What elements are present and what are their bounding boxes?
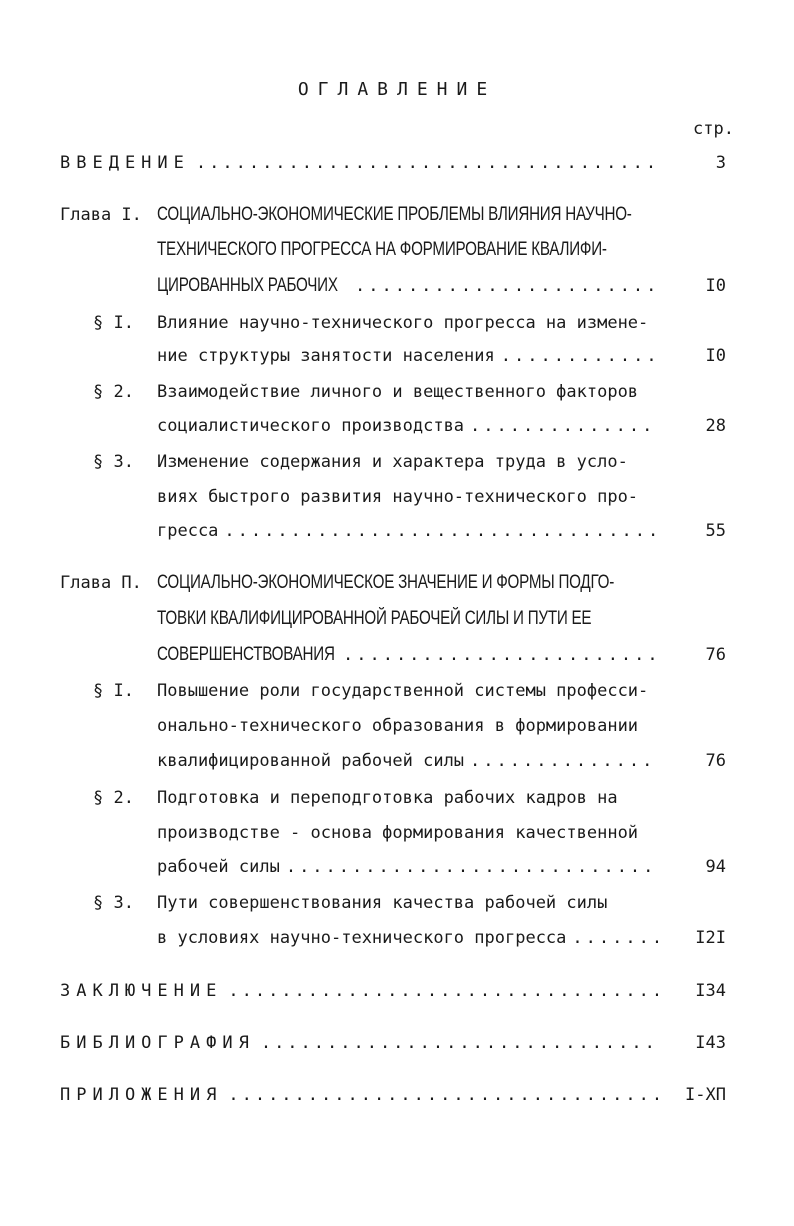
section-title-line: Пути совершенствования качества рабочей силы [157,893,608,913]
toc-entry-introduction[interactable] [60,153,658,173]
dot-leader [224,521,658,541]
page-number: I43 [695,1033,726,1053]
section-number: § 2. [93,382,134,402]
dot-leader [501,346,658,366]
entry-label: ВВЕДЕНИЕ [60,153,190,173]
section-title-line: гресса [157,521,219,541]
section-title-line: Взаимодействие личного и вещественного факторов [157,382,639,402]
section-title-line: производстве - основа формирования качественной [157,823,639,843]
section-title-line: ние структуры занятости населения [157,346,495,366]
toc-entry-bibliography[interactable] [60,1033,658,1053]
dot-leader [470,751,658,771]
page-number: 94 [705,857,726,877]
toc-entry-ch2-sec3[interactable] [157,928,658,948]
section-number: § 3. [93,893,134,913]
entry-label: ЗАКЛЮЧЕНИЕ [60,981,223,1001]
dot-leader [228,981,658,1001]
chapter-title-line: СОЦИАЛЬНО-ЭКОНОМИЧЕСКОЕ ЗНАЧЕНИЕ И ФОРМЫ ПОДГО- [157,572,615,593]
dot-leader [286,857,658,877]
dot-leader [196,153,658,173]
page-number: 28 [705,416,726,436]
section-title-line: в условиях научно-технического прогресса [157,928,567,948]
dot-leader [355,276,658,296]
chapter-title-line: ТЕХНИЧЕСКОГО ПРОГРЕССА НА ФОРМИРОВАНИЕ КВАЛИФИ- [157,239,607,260]
section-title-line: Влияние научно-технического прогресса на измене- [157,313,649,333]
toc-entry-chapter-1[interactable] [157,276,658,296]
chapter-title-line: ЦИРОВАННЫХ РАБОЧИХ [157,275,338,296]
chapter-title-line: СОЦИАЛЬНО-ЭКОНОМИЧЕСКИЕ ПРОБЛЕМЫ ВЛИЯНИЯ НАУЧНО- [157,204,632,225]
page-title: ОГЛАВЛЕНИЕ [297,79,497,100]
dot-leader [470,416,658,436]
page-number: 55 [705,521,726,541]
page-number: 76 [705,751,726,771]
entry-label: ПРИЛОЖЕНИЯ [60,1085,223,1105]
page-number: I-XП [685,1085,726,1105]
page-column-label: стр. [693,119,734,139]
page-number: 3 [715,153,726,173]
chapter-title-line: СОВЕРШЕНСТВОВАНИЯ [157,644,335,665]
toc-entry-chapter-2[interactable] [157,645,658,665]
chapter-label: Глава П. [60,573,142,593]
page-number: I0 [705,346,726,366]
toc-entry-ch2-sec1[interactable] [157,751,658,771]
section-title-line: Изменение содержания и характера труда в усло- [157,452,628,472]
toc-entry-ch1-sec1[interactable] [157,346,658,366]
chapter-label: Глава I. [60,205,142,225]
dot-leader [228,1085,658,1105]
section-title-line: социалистического производства [157,416,465,436]
toc-entry-conclusion[interactable] [60,981,658,1001]
toc-entry-ch1-sec2[interactable] [157,416,658,436]
section-title-line: виях быстрого развития научно-технического про- [157,487,639,507]
dot-leader [572,928,658,948]
page-number: I34 [695,981,726,1001]
section-title-line: квалифицированной рабочей силы [157,751,465,771]
toc-entry-ch1-sec3[interactable] [157,521,658,541]
chapter-title-line: ТОВКИ КВАЛИФИЦИРОВАННОЙ РАБОЧЕЙ СИЛЫ И ПУТИ ЕЕ [157,608,592,629]
entry-label: БИБЛИОГРАФИЯ [60,1033,255,1053]
section-number: § I. [93,313,134,333]
section-title-line: Подготовка и переподготовка рабочих кадров на [157,788,618,808]
section-number: § I. [93,681,134,701]
toc-entry-ch2-sec2[interactable] [157,857,658,877]
section-number: § 3. [93,452,134,472]
page-number: I0 [705,276,726,296]
dot-leader [261,1033,658,1053]
page-number: I2I [695,928,726,948]
section-title-line: Повышение роли государственной системы професси- [157,681,649,701]
section-number: § 2. [93,788,134,808]
section-title-line: онально-технического образования в формировании [157,716,639,736]
dot-leader [343,645,658,665]
page-number: 76 [705,645,726,665]
section-title-line: рабочей силы [157,857,280,877]
toc-entry-appendices[interactable] [60,1085,658,1105]
